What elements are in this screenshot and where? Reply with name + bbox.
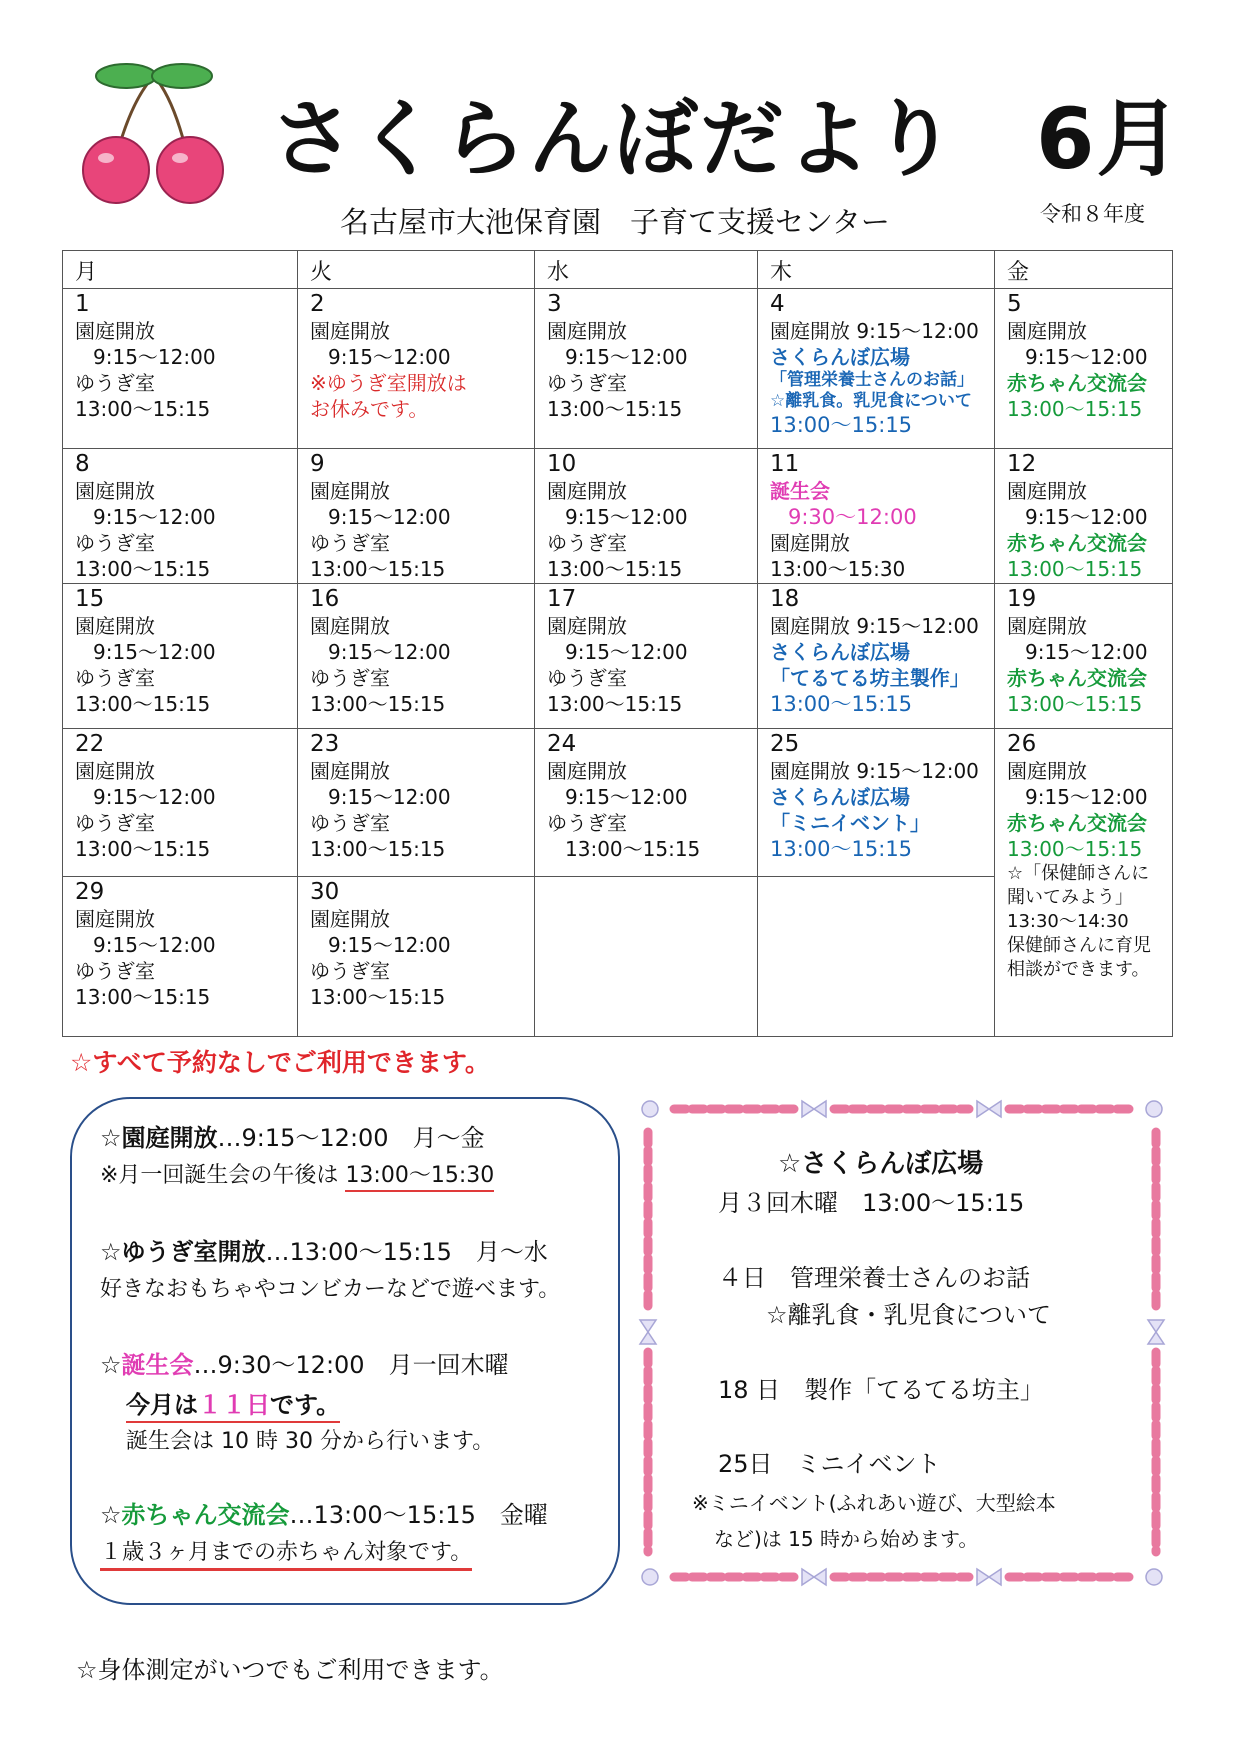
baby-event: 赤ちゃん交流会 [1007, 371, 1147, 395]
day-cell [995, 289, 1173, 449]
plaza-event: ☆離乳食。乳児食について [770, 391, 972, 411]
birthday-time: 9:30〜12:00 [788, 505, 917, 529]
day-cell [298, 449, 535, 584]
playroom-title: ☆ゆうぎ室開放 [100, 1238, 266, 1266]
baby-event: 赤ちゃん交流会 [1007, 811, 1147, 835]
plaza-event: 「管理栄養士さんのお話」 [770, 370, 974, 390]
day-number: 5 [1007, 291, 1022, 317]
day-cell [535, 584, 758, 729]
baby-time: 13:00〜15:15 [1007, 837, 1143, 861]
event-line: ゆうぎ室 [547, 666, 627, 690]
health-note: 相談ができます。 [1007, 959, 1150, 980]
event-line: 園庭開放 [310, 759, 390, 783]
plaza-event: さくらんぼ広場 [770, 640, 910, 664]
weekday-fri: 金 [995, 251, 1173, 289]
playroom-desc: 好きなおもちゃやコンビカーなどで遊べます。 [100, 1277, 561, 1302]
day-number: 18 [770, 586, 800, 612]
empty-cell [758, 877, 995, 1037]
day-cell [758, 729, 995, 877]
day-cell [298, 289, 535, 449]
health-note: 保健師さんに育児 [1007, 935, 1151, 956]
event-line: ゆうぎ室 [75, 371, 155, 395]
event-line: ゆうぎ室 [75, 811, 155, 835]
day-number: 25 [770, 731, 800, 757]
calendar-week-row [63, 729, 1173, 877]
event-line: 9:15〜12:00 [328, 785, 451, 809]
event-line: 園庭開放 [75, 614, 155, 638]
day-cell [298, 584, 535, 729]
day-number: 12 [1007, 451, 1037, 477]
plaza-event-3: 25日 ミニイベント [718, 1450, 941, 1478]
event-line: ゆうぎ室 [310, 811, 390, 835]
event-line: 9:15〜12:00 [93, 933, 216, 957]
event-line: 13:00〜15:15 [310, 692, 446, 716]
birthday-event: 誕生会 [770, 479, 830, 503]
baby-info: ☆赤ちゃん交流会…13:00〜15:15 金曜 [100, 1501, 548, 1529]
event-line: 9:15〜12:00 [93, 785, 216, 809]
day-cell [758, 584, 995, 729]
plaza-event: 「てるてる坊主製作」 [770, 666, 970, 690]
event-line: 13:00〜15:15 [547, 397, 683, 421]
event-line: ゆうぎ室 [310, 959, 390, 983]
weekday-tue: 火 [298, 251, 535, 289]
event-line: 園庭開放 [310, 319, 390, 343]
day-number: 19 [1007, 586, 1037, 612]
day-number: 1 [75, 291, 90, 317]
no-reservation-notice: ☆すべて予約なしでご利用できます。 [70, 1048, 490, 1077]
event-line: ゆうぎ室 [75, 666, 155, 690]
event-line: 9:15〜12:00 [565, 640, 688, 664]
event-line: 13:00〜15:15 [75, 837, 211, 861]
event-line: ゆうぎ室 [75, 959, 155, 983]
weekday-mon: 月 [63, 251, 298, 289]
plaza-time: 13:00〜15:15 [770, 413, 913, 437]
playroom-info [100, 1232, 548, 1267]
birthday-info: ☆誕生会…9:30〜12:00 月一回木曜 [100, 1351, 509, 1379]
plaza-schedule: 月３回木曜 13:00〜15:15 [718, 1189, 1025, 1217]
baby-time: …13:00〜15:15 金曜 [289, 1501, 548, 1529]
garden-info [100, 1118, 485, 1153]
birthday-afternoon-time: 13:00〜15:30 [345, 1163, 494, 1192]
event-line: 園庭開放 [75, 319, 155, 343]
garden-title: ☆園庭開放 [100, 1124, 218, 1152]
event-line: 9:15〜12:00 [93, 640, 216, 664]
event-line: 園庭開放 9:15〜12:00 [770, 759, 979, 783]
calendar-week-row [63, 584, 1173, 729]
event-line: 13:00〜15:30 [770, 557, 906, 581]
event-line: 園庭開放 [547, 614, 627, 638]
day-number: 2 [310, 291, 325, 317]
event-line: 園庭開放 [1007, 614, 1087, 638]
event-line: 9:15〜12:00 [328, 345, 451, 369]
baby-event: 赤ちゃん交流会 [1007, 531, 1147, 555]
plaza-event: さくらんぼ広場 [770, 345, 910, 369]
plaza-event: 「ミニイベント」 [770, 811, 930, 835]
health-event: 聞いてみよう」 [1007, 887, 1133, 908]
day-number: 26 [1007, 731, 1037, 757]
event-line: 園庭開放 [310, 907, 390, 931]
playroom-time: …13:00〜15:15 月〜水 [265, 1238, 548, 1266]
day-number: 16 [310, 586, 340, 612]
plaza-event: さくらんぼ広場 [770, 785, 910, 809]
event-line: ゆうぎ室 [547, 371, 627, 395]
day-number: 9 [310, 451, 325, 477]
baby-title: 赤ちゃん交流会 [121, 1501, 290, 1529]
plaza-time: 13:00〜15:15 [770, 692, 913, 716]
day-cell [63, 449, 298, 584]
empty-cell [535, 877, 758, 1037]
event-line: 園庭開放 [1007, 479, 1087, 503]
baby-time: 13:00〜15:15 [1007, 397, 1143, 421]
day-number: 24 [547, 731, 577, 757]
event-line: ゆうぎ室 [547, 811, 627, 835]
birthday-title: 誕生会 [121, 1351, 194, 1379]
health-event: ☆「保健師さんに [1007, 863, 1150, 884]
garden-note: ※月一回誕生会の午後は 13:00〜15:30 [100, 1158, 494, 1189]
event-line: 園庭開放 [75, 479, 155, 503]
event-line: 13:00〜15:15 [565, 837, 701, 861]
day-cell [758, 449, 995, 584]
day-number: 23 [310, 731, 340, 757]
page-title: さくらんぼだより 6月 [270, 90, 1183, 188]
event-line: ゆうぎ室 [310, 666, 390, 690]
baby-note: １歳３ヶ月までの赤ちゃん対象です。 [100, 1540, 472, 1571]
plaza-time: 13:00〜15:15 [770, 837, 913, 861]
event-line: ゆうぎ室 [547, 531, 627, 555]
closure-notice: お休みです。 [310, 397, 429, 421]
day-cell [995, 584, 1173, 729]
event-line: 13:00〜15:15 [310, 837, 446, 861]
event-line: 13:00〜15:15 [75, 557, 211, 581]
baby-time: 13:00〜15:15 [1007, 692, 1143, 716]
day-number: 4 [770, 291, 785, 317]
event-line: 園庭開放 [770, 531, 850, 555]
plaza-note-line-2: など)は 15 時から始めます。 [714, 1527, 979, 1551]
day-cell [535, 729, 758, 877]
calendar-header-row [63, 251, 1173, 289]
event-line: 園庭開放 [75, 759, 155, 783]
plaza-event-2: 18 日 製作「てるてる坊主」 [718, 1376, 1044, 1404]
day-cell [63, 289, 298, 449]
day-cell [535, 449, 758, 584]
day-cell [995, 449, 1173, 584]
day-number: 17 [547, 586, 577, 612]
event-line: 13:00〜15:15 [75, 692, 211, 716]
day-number: 22 [75, 731, 105, 757]
plaza-note-line-1: ※ミニイベント(ふれあい遊び、大型絵本 [692, 1491, 1056, 1515]
event-line: 園庭開放 9:15〜12:00 [770, 319, 979, 343]
garden-time: …9:15〜12:00 月〜金 [217, 1124, 485, 1152]
plaza-title: ☆さくらんぼ広場 [778, 1149, 984, 1179]
plaza-event-1: ４日 管理栄養士さんのお話 [718, 1264, 1030, 1292]
organization-name: 名古屋市大池保育園 子育て支援センター [340, 205, 890, 239]
event-line: 9:15〜12:00 [328, 933, 451, 957]
day-cell [298, 729, 535, 877]
event-line: 園庭開放 [547, 759, 627, 783]
event-line: 園庭開放 [310, 479, 390, 503]
closure-notice: ※ゆうぎ室開放は [310, 371, 467, 395]
event-line: ゆうぎ室 [75, 531, 155, 555]
day-number: 10 [547, 451, 577, 477]
event-line: 13:00〜15:15 [547, 557, 683, 581]
day-cell [63, 877, 298, 1037]
event-line: 9:15〜12:00 [93, 345, 216, 369]
day-number: 3 [547, 291, 562, 317]
cherry-icon [78, 58, 228, 208]
event-line: 園庭開放 [1007, 319, 1087, 343]
event-line: 9:15〜12:00 [1025, 345, 1148, 369]
baby-event: 赤ちゃん交流会 [1007, 666, 1147, 690]
day-number: 30 [310, 879, 340, 905]
event-line: 13:00〜15:15 [75, 397, 211, 421]
calendar-week-row [63, 449, 1173, 584]
event-line: 13:00〜15:15 [310, 557, 446, 581]
day-cell [995, 729, 1173, 1037]
event-line: 13:00〜15:15 [75, 985, 211, 1009]
day-cell [298, 877, 535, 1037]
birthday-date: 今月は１１日です。 [126, 1385, 340, 1420]
event-line: 9:15〜12:00 [565, 505, 688, 529]
event-line: 9:15〜12:00 [328, 505, 451, 529]
event-line: 13:00〜15:15 [310, 985, 446, 1009]
event-line: 9:15〜12:00 [93, 505, 216, 529]
event-line: 9:15〜12:00 [1025, 640, 1148, 664]
event-line: 園庭開放 9:15〜12:00 [770, 614, 979, 638]
day-cell [63, 584, 298, 729]
event-line: 園庭開放 [75, 907, 155, 931]
event-line: 園庭開放 [547, 479, 627, 503]
health-time: 13:30〜14:30 [1007, 911, 1129, 932]
event-line: 9:15〜12:00 [565, 785, 688, 809]
weekday-wed: 水 [535, 251, 758, 289]
birthday-date-highlight: １１日 [198, 1391, 270, 1419]
day-cell [63, 729, 298, 877]
plaza-event-1-detail: ☆離乳食・乳児食について [766, 1301, 1052, 1329]
calendar-week-row [63, 289, 1173, 449]
event-line: 9:15〜12:00 [1025, 505, 1148, 529]
day-number: 8 [75, 451, 90, 477]
day-number: 11 [770, 451, 800, 477]
month-title: 6月 [1036, 90, 1183, 188]
body-measurement-notice: ☆身体測定がいつでもご利用できます。 [76, 1656, 504, 1684]
event-line: 9:15〜12:00 [565, 345, 688, 369]
baby-time: 13:00〜15:15 [1007, 557, 1143, 581]
event-line: 13:00〜15:15 [547, 692, 683, 716]
calendar-table [62, 250, 1173, 1037]
fiscal-year: 令和８年度 [1040, 202, 1145, 226]
day-cell [758, 289, 995, 449]
event-line: 9:15〜12:00 [328, 640, 451, 664]
birthday-note: 誕生会は 10 時 30 分から行います。 [126, 1429, 495, 1454]
day-number: 29 [75, 879, 105, 905]
weekday-thu: 木 [758, 251, 995, 289]
birthday-time: …9:30〜12:00 月一回木曜 [193, 1351, 509, 1379]
event-line: 園庭開放 [547, 319, 627, 343]
day-number: 15 [75, 586, 105, 612]
event-line: 9:15〜12:00 [1025, 785, 1148, 809]
day-cell [535, 289, 758, 449]
event-line: 園庭開放 [1007, 759, 1087, 783]
event-line: 園庭開放 [310, 614, 390, 638]
event-line: ゆうぎ室 [310, 531, 390, 555]
